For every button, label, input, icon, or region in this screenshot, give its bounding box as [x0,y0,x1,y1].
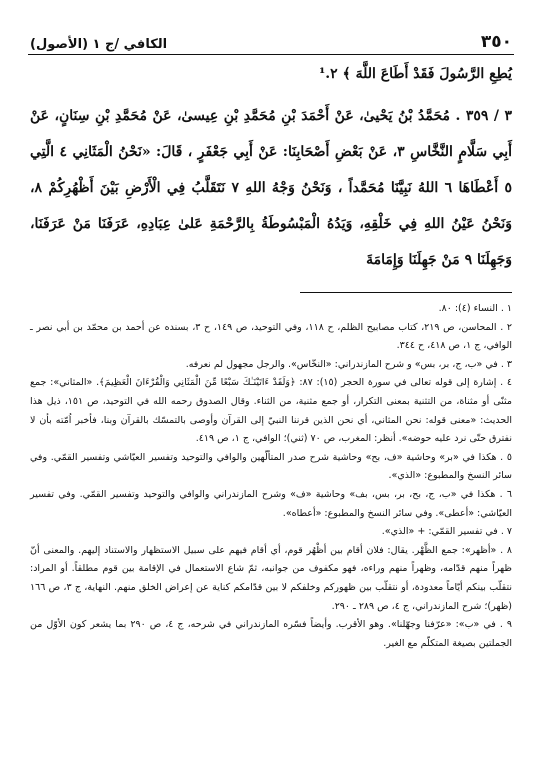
footnote-5: ٥ . هكذا في «بر» وحاشية «ف، بح» وحاشية شرح صدر المتألّهين والوافي والتوحيد وتفسير العيّاشي وتفسير القمّي. وفي سائر النسخ والمطبوع: «الذي». [30,451,512,482]
footnote-7: ٧ . في تفسير القمّي: + «الذي». [381,526,512,538]
footnote-3: ٣ . في «ب، ج، بر، بس» و شرح المازندراني: «النخّاس». والرجل مجهول لم نعرفه. [185,358,512,370]
main-text [30,62,512,278]
hadith-paragraph: ٣ / ٣٥٩ . مُحَمَّدُ بْنُ يَحْيىٰ، عَنْ أَحْمَدَ بْنِ مُحَمَّدِ بْنِ عِيسىٰ، عَنْ مُحَمَّدِ بْنِ سِنَانٍ، عَنْ أَبِي سَلَّامٍ النَّخَّاسِ ٣، عَنْ بَعْضِ أَصْحَابِنَا: عَنْ أَبِي جَعْفَرٍ ، قَالَ: «نَحْنُ الْمَثَانِي ٤ الَّتِي ٥ أَعْطَاهَا ٦ اللهُ نَبِيَّنَا مُحَمَّداً ، وَنَحْنُ وَجْهُ اللهِ ٧ نَتَقَلَّبُ فِي الْأَرْضِ بَيْنَ أَظْهُرِكُمْ ٨، وَنَحْنُ عَيْنُ اللهِ فِي خَلْقِهِ، وَيَدُهُ الْمَبْسُوطَةُ بِالرَّحْمَةِ عَلىٰ عِبَادِهِ، عَرَفَنَا مَنْ عَرَفَنَا، وَجَهِلَنَا ٩ مَنْ جَهِلَنَا وَإِمَامَةَ [30,108,512,268]
footnote-6: ٦ . هكذا في «ب، ج، بح، بر، بس، بف» وحاشية «ف» وشرح المازندراني والوافي والتوحيد وتفسير القمّي. وفي تفسير العيّاشي: «أعطى». وفي سائر النسخ والمطبوع: «أعطاه». [30,488,512,519]
page-number: ٣٥٠ [480,32,512,52]
footnote-8: ٨ . «أظهر»: جمع الظَّهْر. يقال: فلان أقام بين أظْهُر قوم، أي أقام فيهم على سبيل الاستظهار والاستناد إليهم. والمعنى أنّ ظهراً منهم قدّامه، وظهراً منهم وراءه، فهو مكفوف من جوانبه، ثمّ شاع الاستعمال في الإقامة بين قوم مطلقاً. أو المراد: نتقلّب بينكم أيّاماً معدودة، أو نتقلّب بين ظهوركم وخلفكم لا بين قدّامكم كناية عن إعراض الخلق منهم. النهاية، ج ٣، ص ١٦٦ (ظهر)؛ شرح المازندراني، ج ٤، ص ٢٨٩ ـ ٢٩٠. [30,544,512,612]
footnote-1: ١ . النساء (٤): ٨٠. [438,303,512,314]
footnotes [30,300,512,653]
quran-verse-line: يُطِعِ الرَّسُولَ فَقَدْ أَطَاعَ اللَّهَ ﴾ ¹.٢ [319,66,512,82]
header-divider [28,54,514,55]
footnote-9: ٩ . في «ب»: «عرّفنا وجهّلنا». وهو الأقرب. وأيضاً فسّره المازندراني في شرحه، ج ٤، ص ٢٩٠ بما يشعر كون الأوّل من الجملتين بصيغة المتكلّم مع الغير. [30,619,512,649]
book-title: الكافي /ج ١ (الأصول) [30,37,168,52]
footnote-divider [300,292,512,293]
page-header [30,28,512,52]
footnote-4: ٤ . إشارة إلى قوله تعالى في سورة الحجر (١٥): ٨٧: ﴿وَلَقَدْ ءَاتَيْنَـٰكَ سَبْعًا مِّنَ الْمَثَانِي وَالْقُرْءَانَ الْعَظِيمَ﴾. «المثاني»: جمع مثنّى أو مثناة، من التثنية بمعنى التكرار، أو جمع مثنية، من الثناء. وقال الصدوق رحمه الله في التوحيد، ص ١٥١، ذيل هذا الحديث: «معنى قوله: نحن المثاني، أي نحن الذين قرننا النبيّ إلى القرآن وأوصى بالتمسّك بالقرآن وبنا، فأخبر اُمّته بأن لا نفترق حتّى نرد عليه حوضه». أنظر: المغرب، ص ٧٠ (ثني)؛ الوافي، ج ١، ص ٤١٩. [30,377,513,445]
footnote-2: ٢ . المحاسن، ص ٢١٩، كتاب مصابيح الظلم، ح ١١٨، وفي التوحيد، ص ١٤٩، ح ٣، بسنده عن أحمد بن محمّد بن أبي نصر ـ الوافي، ج ١، ص ٤١٨، ح ٣٤٤. [30,321,512,352]
